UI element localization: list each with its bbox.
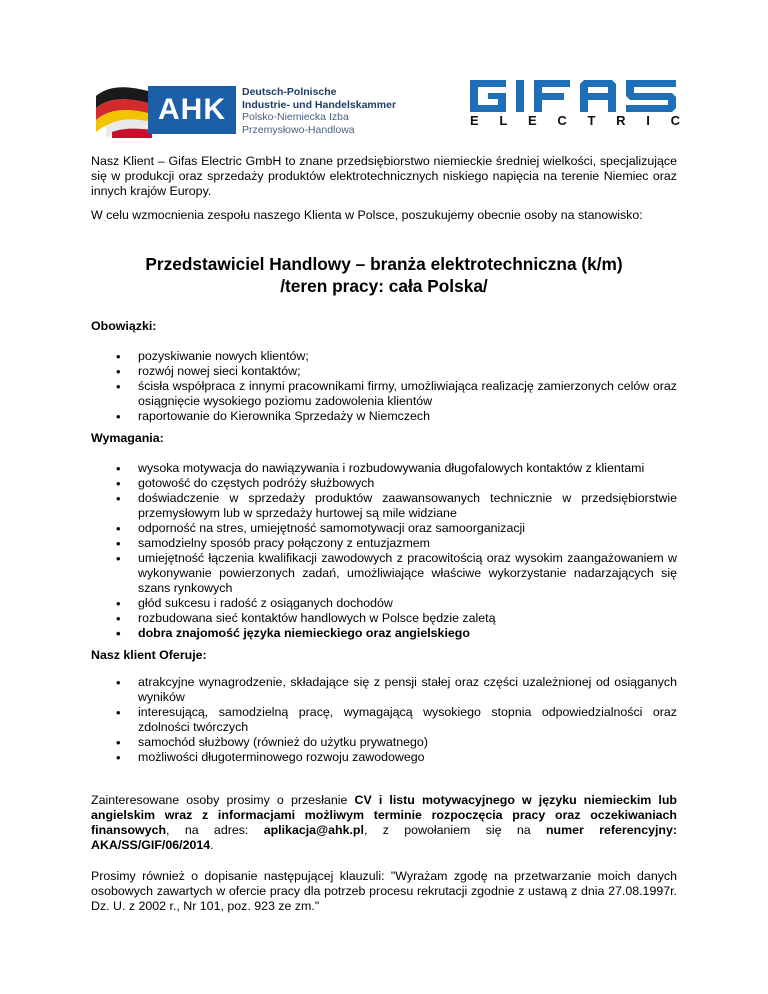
list-item: • samodzielny sposób pracy połączony z entuzjazmem <box>116 536 677 551</box>
application-text: , z powołaniem się na <box>363 823 546 837</box>
list-item: • dobra znajomość języka niemieckiego oraz angielskiego <box>116 626 677 641</box>
list-item: • interesującą, samodzielną pracę, wymagającą wysokiego stopnia odpowiedzialności oraz zdolności twórczych <box>116 705 677 735</box>
intro-position-line: W celu wzmocnienia zespołu naszego Klienta w Polsce, poszukujemy obecnie osoby na stanowisko: <box>91 208 643 222</box>
gifas-letter: R <box>616 113 626 128</box>
gifas-subtitle <box>470 113 680 128</box>
gifas-letter: C <box>670 113 680 128</box>
list-item: • głód sukcesu i radość z osiąganych dochodów <box>116 596 677 611</box>
ahk-line: Deutsch-Polnische <box>242 86 337 98</box>
job-title <box>91 253 677 297</box>
ahk-line: Przemysłowo-Handlowa <box>242 123 355 136</box>
ahk-chamber-name <box>242 86 397 136</box>
list-item: • doświadczenie w sprzedaży produktów zaawansowanych technicznie w przedsiębiorstwie przemysłowym lub w sprzedaży hurtowej są mile widziane <box>116 491 677 521</box>
gifas-letter: E <box>528 113 537 128</box>
ahk-mark: AHK <box>148 86 236 134</box>
flag-icon <box>92 82 154 138</box>
gifas-wordmark-icon <box>470 80 680 112</box>
job-location-line: /teren pracy: cała Polska/ <box>280 276 488 296</box>
list-item: • pozyskiwanie nowych klientów; <box>116 349 677 364</box>
duties-heading: Obowiązki: <box>91 319 157 333</box>
application-text: , na adres: <box>166 823 264 837</box>
list-item: • atrakcyjne wynagrodzenie, składające się z pensji stałej oraz części uzależnionej od osiąganych wyników <box>116 675 677 705</box>
gifas-letter: L <box>499 113 508 128</box>
list-item: • rozbudowana sieć kontaktów handlowych w Polsce będzie zaletą <box>116 611 677 626</box>
intro-paragraph: Nasz Klient – Gifas Electric GmbH to znane przedsiębiorstwo niemieckie średniej wielkości, specjalizujące się w produkcji oraz sprzedaży produktów elektrotechnicznych niskiego napięcia na terenie Niemiec oraz innych krajów Europy. <box>91 154 677 198</box>
list-item: • raportowanie do Kierownika Sprzedaży w Niemczech <box>116 409 677 424</box>
ahk-line: Polsko-Niemiecka Izba <box>242 111 349 123</box>
requirements-heading: Wymagania: <box>91 431 164 445</box>
duties-list <box>116 349 677 424</box>
list-item: • możliwości długoterminowego rozwoju zawodowego <box>116 750 677 765</box>
offer-heading: Nasz klient Oferuje: <box>91 648 207 662</box>
list-item: • rozwój nowej sieci kontaktów; <box>116 364 677 379</box>
gifas-logo <box>470 80 680 132</box>
list-item: • samochód służbowy (również do użytku prywatnego) <box>116 735 677 750</box>
reference-number: numer referencyjny: AKA/SS/GIF/06/2014 <box>91 823 678 852</box>
gifas-letter: T <box>587 113 596 128</box>
ahk-logo <box>92 82 397 138</box>
list-item: • umiejętność łączenia kwalifikacji zawodowych z pracowitością oraz wysokim zaangażowaniem w wykonywanie powierzonych zadań, umożliwiające właściwe wykorzystanie nadarzających się szans rynkowych <box>116 551 677 596</box>
gifas-letter: I <box>646 113 650 128</box>
list-item: • odporność na stres, umiejętność samomotywacji oraz samoorganizacji <box>116 521 677 536</box>
application-documents: CV i listu motywacyjnego w języku niemieckim lub angielskim wraz z informacjami możliwym terminie rozpoczęcia pracy oraz oczekiwaniach finansowych <box>91 793 677 837</box>
offer-list <box>116 675 677 765</box>
list-item: • gotowość do częstych podróży służbowych <box>116 476 677 491</box>
list-item: • wysoka motywacja do nawiązywania i rozbudowywania długofalowych kontaktów z klientami <box>116 461 677 476</box>
list-item: • ścisła współpraca z innymi pracownikami firmy, umożliwiająca realizację zamierzonych celów oraz osiągnięcie wysokiego poziomu zadowolenia klientów <box>116 379 677 409</box>
gifas-letter: E <box>470 113 479 128</box>
ahk-line: Industrie- und Handelskammer <box>242 98 397 111</box>
gifas-letter: C <box>557 113 567 128</box>
application-paragraph <box>91 793 677 853</box>
application-text: Zainteresowane osoby prosimy o przesłanie <box>91 793 355 807</box>
job-title-line: Przedstawiciel Handlowy – branża elektrotechniczna (k/m) <box>145 254 623 274</box>
email-link[interactable]: aplikacja@ahk.pl <box>263 823 364 837</box>
application-text: . <box>210 838 214 852</box>
consent-clause: Prosimy również o dopisanie następującej klauzuli: "Wyrażam zgodę na przetwarzanie moich danych osobowych zawartych w ofercie pracy dla potrzeb procesu rekrutacji zgodnie z ustawą z dnia 27.08.1997r. Dz. U. z 2002 r., Nr 101, poz. 923 ze zm." <box>91 869 677 913</box>
requirements-list <box>116 461 677 641</box>
